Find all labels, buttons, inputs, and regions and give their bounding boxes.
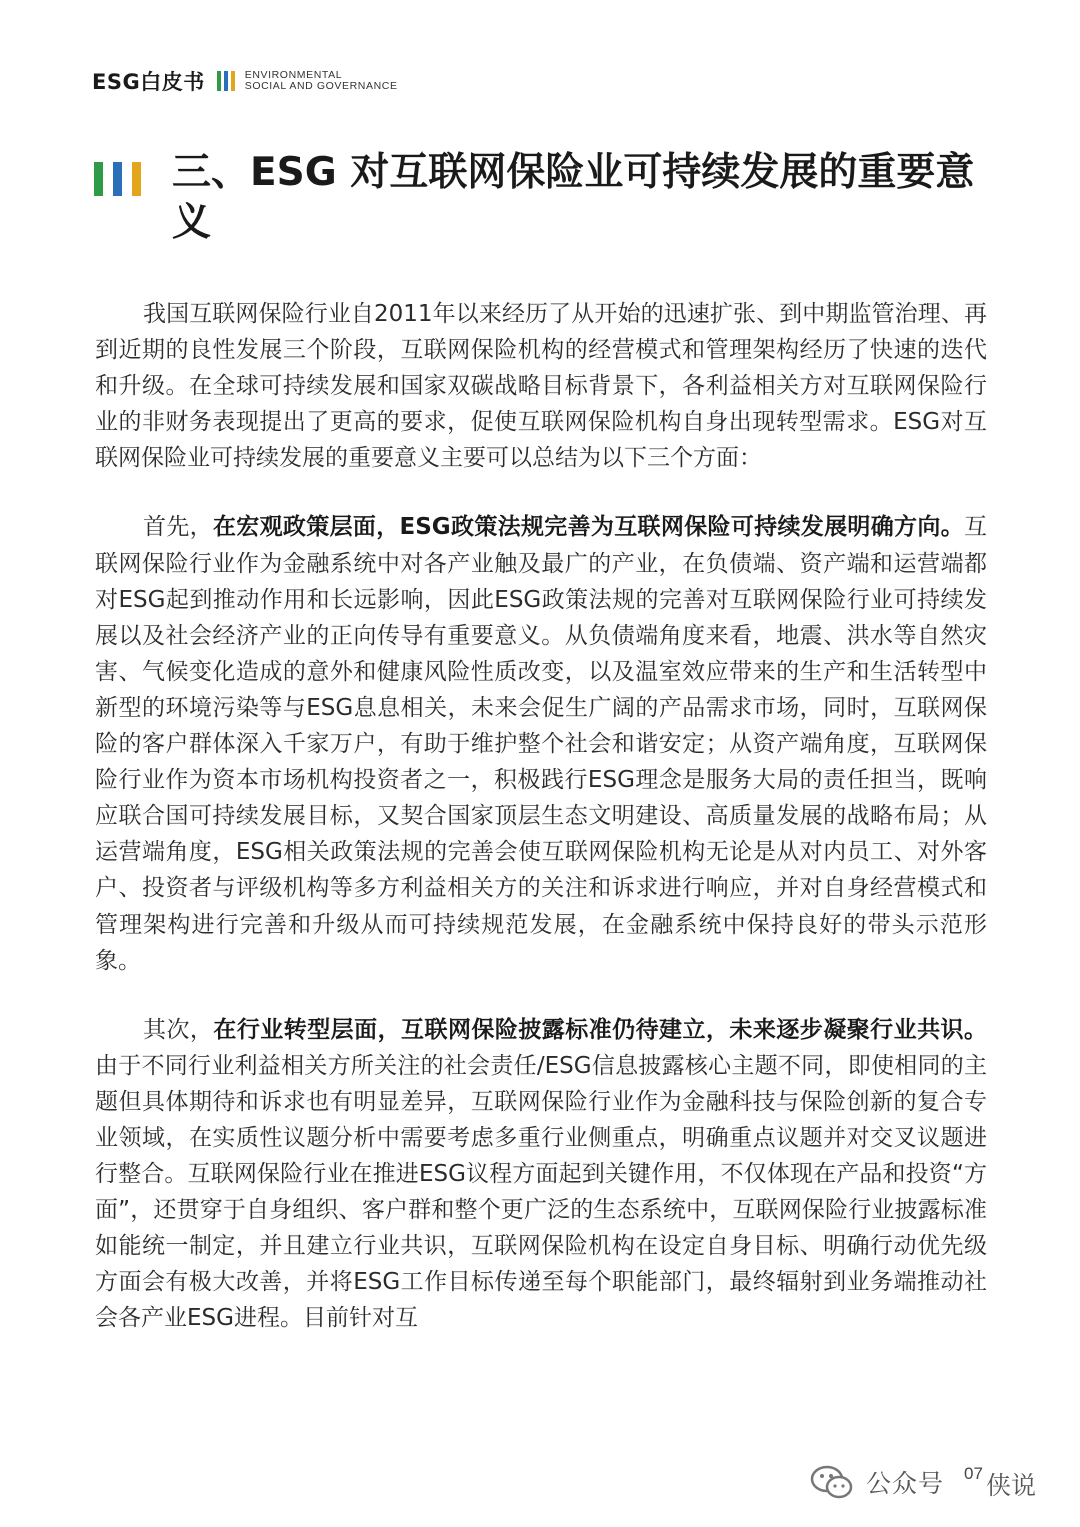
page-number: 07 (964, 1464, 983, 1483)
document-header (92, 66, 398, 96)
paragraph-bold: 在行业转型层面，互联网保险披露标准仍待建立，未来逐步凝聚行业共识。 (213, 1016, 988, 1043)
brand-title: ESG白皮书 (92, 70, 205, 94)
wechat-icon (808, 1462, 856, 1502)
paragraph-text: 我国互联网保险行业自2011年以来经历了从开始的迅速扩张、到中期监管治理、再到近期的良性发展三个阶段，互联网保险机构的经营模式和管理架构经历了快速的迭代和升级。在全球可持续发展和国家双碳战略目标背景下，各利益相关方对互联网保险行业的非财务表现提出了更高的要求，促使互联网保险机构自身出现转型需求。ESG对互联网保险业可持续发展的重要意义主要可以总结为以下三个方面： (95, 301, 987, 472)
paragraph-3 (95, 1012, 987, 1337)
paragraph-lead: 其次， (143, 1016, 214, 1043)
wechat-label: 公众号 (866, 1469, 945, 1498)
paragraph-text: 互联网保险行业作为金融系统中对各产业触及最广的产业，在负债端、资产端和运营端都对ESG起到推动作用和长远影响，因此ESG政策法规的完善对互联网保险行业可持续发展以及社会经济产业的正向传导有重要意义。从负债端角度来看，地震、洪水等自然灾害、气候变化造成的意外和健康风险性质改变，以及温室效应带来的生产和生活转型中新型的环境污染等与ESG息息相关，未来会促生广阔的产品需求市场，同时，互联网保险的客户群体深入千家万户，有助于维护整个社会和谐安定；从资产端角度，互联网保险行业作为资本市场机构投资者之一，积极践行ESG理念是服务大局的责任担当，既响应联合国可持续发展目标，又契合国家顶层生态文明建设、高质量发展的战略布局；从运营端角度，ESG相关政策法规的完善会使互联网保险机构无论是从对内员工、对外客户、投资者与评级机构等多方利益相关方的关注和诉求进行响应，并对自身经营模式和管理架构进行完善和升级从而可持续规范发展，在金融系统中保持良好的带头示范形象。 (95, 514, 988, 974)
subtitle-line-1: ENVIRONMENTAL (244, 69, 343, 81)
paragraph-lead: 首先， (143, 514, 213, 541)
wechat-watermark (808, 1462, 944, 1502)
paragraph-bold: 在宏观政策层面，ESG政策法规完善为互联网保险可持续发展明确方向。 (212, 514, 965, 541)
body-text (95, 296, 987, 1370)
section-color-bars (94, 162, 141, 196)
brand-subtitle (245, 70, 398, 92)
paragraph-2 (95, 509, 987, 978)
brand-color-bars (217, 71, 235, 91)
section-yellow-bar (132, 162, 141, 196)
blue-bar (224, 71, 228, 91)
green-bar (217, 71, 221, 91)
section-title: 三、ESG 对互联网保险业可持续发展的重要意义 (172, 150, 975, 245)
subtitle-line-2: SOCIAL AND GOVERNANCE (244, 80, 398, 92)
yellow-bar (231, 71, 235, 91)
paragraph-text: 由于不同行业利益相关方所关注的社会责任/ESG信息披露核心主题不同，即使相同的主题但具体期待和诉求也有明显差异，互联网保险行业作为金融科技与保险创新的复合专业领域，在实质性议题分析中需要考虑多重行业侧重点，明确重点议题并对交叉议题进行整合。互联网保险行业在推进ESG议程方面起到关键作用，不仅体现在产品和投资“方面”，还贯穿于自身组织、客户群和整个更广泛的生态系统中，互联网保险行业披露标准如能统一制定，并且建立行业共识，互联网保险机构在设定自身目标、明确行动优先级方面会有极大改善，并将ESG工作目标传递至每个职能部门，最终辐射到业务端推动社会各产业ESG进程。目前针对互 (95, 1052, 987, 1332)
section-blue-bar (113, 162, 122, 196)
wechat-author: 侠说 (986, 1471, 1037, 1500)
paragraph-1 (95, 296, 987, 476)
section-green-bar (94, 162, 103, 196)
